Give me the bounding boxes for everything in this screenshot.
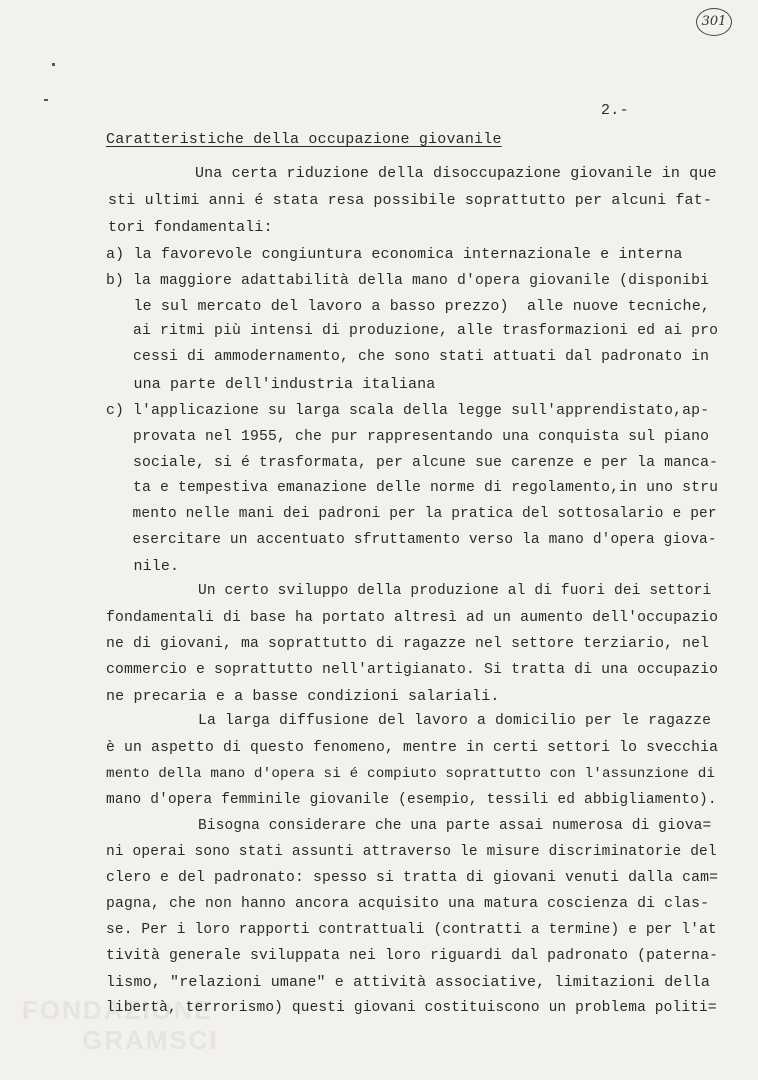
text-line: Un certo sviluppo della produzione al di fuori dei settori (198, 583, 712, 599)
ink-speck (52, 63, 55, 66)
text-line: se. Per i loro rapporti contrattuali (contratti a termine) e per l'at (106, 922, 717, 938)
text-line: una parte dell'industria italiana (106, 376, 436, 393)
archive-stamp: 301 (696, 8, 732, 36)
text-line: mento della mano d'opera si é compiuto soprattutto con l'assunzione di (106, 766, 716, 782)
text-line: cessi di ammodernamento, che sono stati attuati dal padronato in (106, 349, 710, 365)
text-line: tività generale sviluppata nei loro riguardi dal padronato (paterna- (106, 948, 719, 964)
text-line: mento nelle mani dei padroni per la pratica del sottosalario e per (106, 506, 717, 522)
text-line: esercitare un accentuato sfruttamento verso la mano d'opera giova- (106, 532, 717, 548)
text-line: Una certa riduzione della disoccupazione giovanile in que (195, 165, 717, 182)
text-line: le sul mercato del lavoro a basso prezzo) alle nuove tecniche, (106, 298, 710, 315)
text-line: Bisogna considerare che una parte assai numerosa di giova= (198, 818, 712, 834)
text-line: sti ultimi anni é stata resa possibile soprattutto per alcuni fat- (108, 192, 712, 209)
text-line: La larga diffusione del lavoro a domicilio per le ragazze (198, 713, 712, 729)
text-line: è un aspetto di questo fenomeno, mentre in certi settori lo svecchia (106, 740, 719, 756)
text-line: nile. (106, 558, 180, 575)
text-line: ni operai sono stati assunti attraverso le misure discriminatorie del (106, 844, 717, 860)
text-line: mano d'opera femminile giovanile (esempio, tessili ed abbigliamento). (106, 792, 717, 808)
text-line: pagna, che non hanno ancora acquisito una matura coscienza di clas- (106, 896, 710, 912)
text-line: lismo, "relazioni umane" e attività associative, limitazioni della (106, 974, 710, 991)
text-line: commercio e soprattutto nell'artigianato. Si tratta di una occupazio (106, 662, 719, 678)
text-line: clero e del padronato: spesso si tratta di giovani venuti dalla cam= (106, 870, 719, 886)
ink-speck (44, 99, 48, 101)
page-number: 2.- (601, 102, 629, 119)
text-line: c) l'applicazione su larga scala della legge sull'apprendistato,ap- (106, 403, 710, 419)
text-line: tori fondamentali: (108, 219, 273, 236)
text-line: a) la favorevole congiuntura economica internazionale e interna (106, 246, 683, 263)
text-line: sociale, si é trasformata, per alcune sue carenze e per la manca- (106, 455, 719, 471)
text-line: ai ritmi più intensi di produzione, alle trasformazioni ed ai pro (106, 323, 719, 339)
section-heading: Caratteristiche della occupazione giovanile (106, 131, 502, 148)
text-line: ne di giovani, ma soprattutto di ragazze nel settore terziario, nel (106, 636, 710, 652)
text-line: libertà, terrorismo) questi giovani costituiscono un problema politi= (106, 1000, 717, 1016)
text-line: ta e tempestiva emanazione delle norme di regolamento,in uno stru (106, 480, 719, 496)
text-line: fondamentali di base ha portato altresì ad un aumento dell'occupazio (106, 610, 719, 626)
watermark: FONDAZIONE GRAMSCI (22, 995, 219, 1055)
text-line: provata nel 1955, che pur rappresentando una conquista sul piano (106, 429, 710, 445)
text-line: ne precaria e a basse condizioni salariali. (106, 688, 500, 705)
text-line: b) la maggiore adattabilità della mano d'opera giovanile (disponibi (106, 273, 710, 289)
